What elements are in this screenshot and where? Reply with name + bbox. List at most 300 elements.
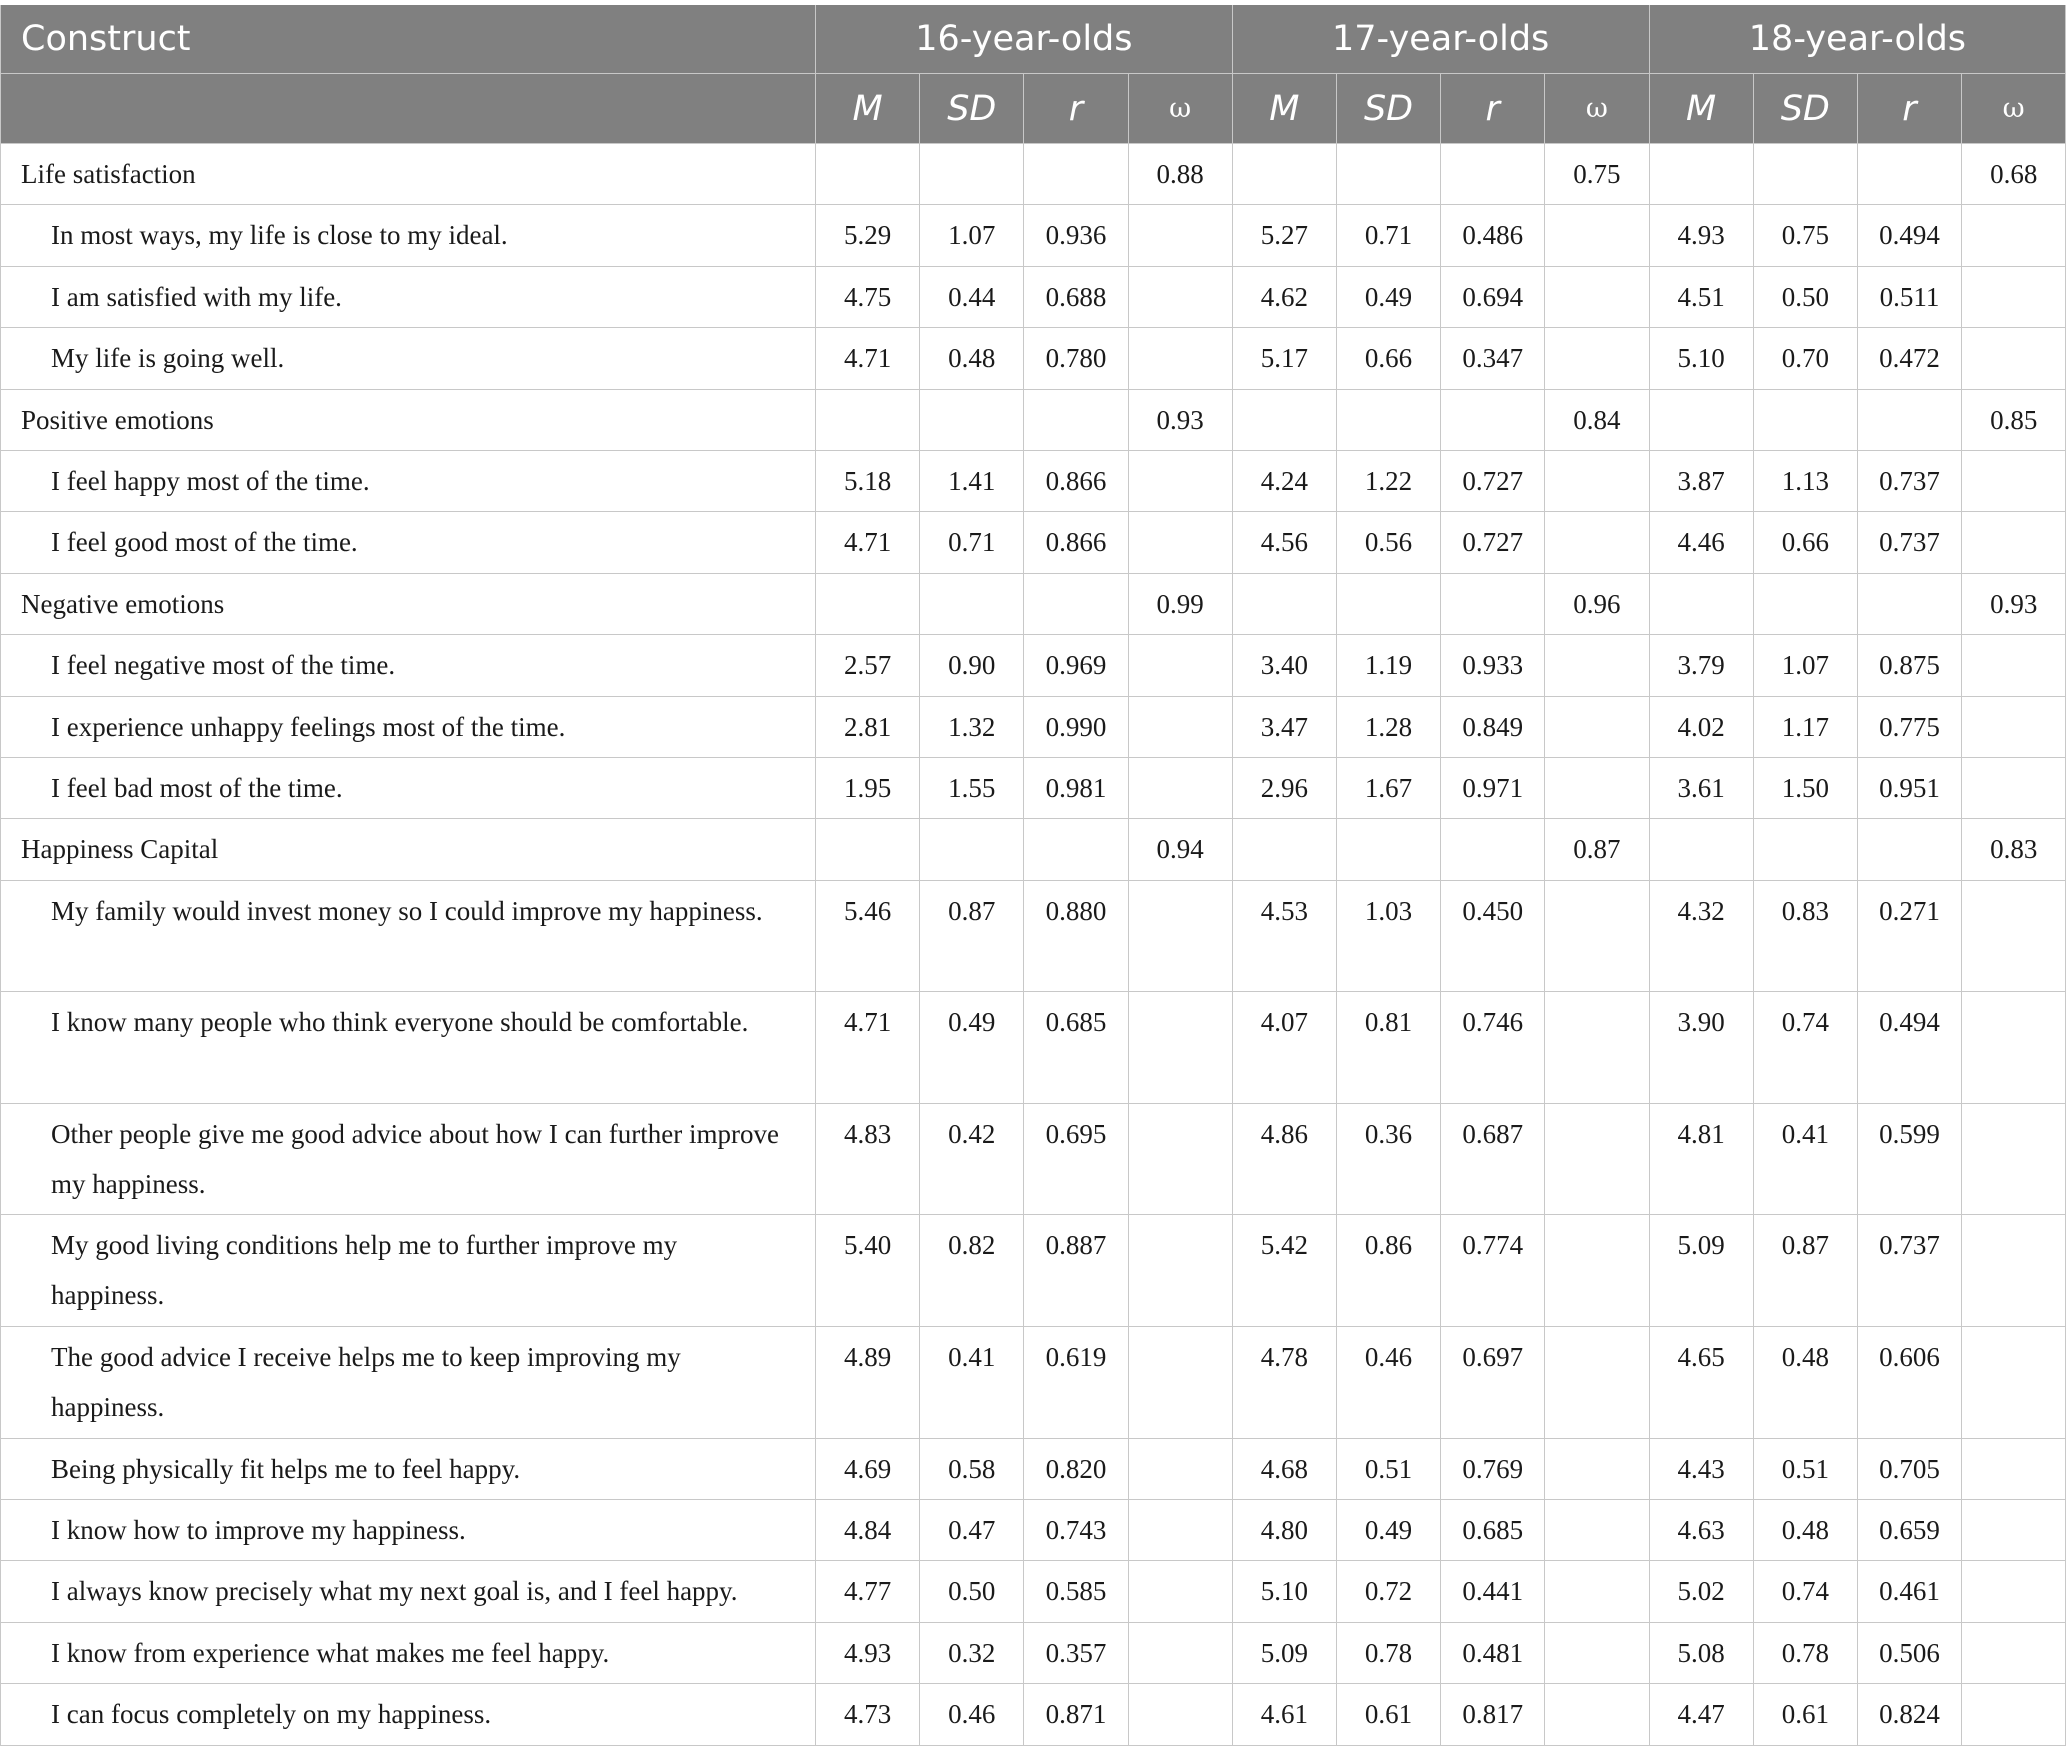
cell-omega bbox=[1545, 1215, 1649, 1327]
cell-m: 2.96 bbox=[1232, 757, 1336, 818]
cell-r: 0.737 bbox=[1857, 512, 1961, 573]
cell-r bbox=[1441, 144, 1545, 205]
cell-r bbox=[1857, 144, 1961, 205]
cell-omega: 0.75 bbox=[1545, 144, 1649, 205]
cell-omega bbox=[1545, 205, 1649, 266]
cell-sd: 0.58 bbox=[920, 1438, 1024, 1499]
cell-r: 0.737 bbox=[1857, 1215, 1961, 1327]
construct-row bbox=[1, 389, 2066, 450]
cell-r: 0.486 bbox=[1441, 205, 1545, 266]
cell-sd: 1.41 bbox=[920, 450, 1024, 511]
cell-r bbox=[1441, 389, 1545, 450]
cell-sd bbox=[1753, 819, 1857, 880]
item-row bbox=[1, 635, 2066, 696]
cell-omega bbox=[1962, 992, 2066, 1104]
cell-sd: 1.50 bbox=[1753, 757, 1857, 818]
cell-m: 5.17 bbox=[1232, 328, 1336, 389]
cell-m: 4.51 bbox=[1649, 266, 1753, 327]
cell-m bbox=[1649, 573, 1753, 634]
cell-m: 4.65 bbox=[1649, 1327, 1753, 1439]
cell-m: 4.07 bbox=[1232, 992, 1336, 1104]
cell-sd bbox=[1336, 389, 1440, 450]
cell-r: 0.687 bbox=[1441, 1103, 1545, 1215]
cell-m: 4.93 bbox=[1649, 205, 1753, 266]
item-row bbox=[1, 1103, 2066, 1215]
cell-m: 4.93 bbox=[816, 1622, 920, 1683]
cell-r: 0.494 bbox=[1857, 992, 1961, 1104]
cell-m: 3.61 bbox=[1649, 757, 1753, 818]
item-label: The good advice I receive helps me to keep improving my happiness. bbox=[1, 1327, 816, 1439]
cell-sd bbox=[1753, 144, 1857, 205]
cell-m: 4.71 bbox=[816, 328, 920, 389]
cell-m: 3.40 bbox=[1232, 635, 1336, 696]
cell-omega bbox=[1962, 450, 2066, 511]
cell-sd: 1.28 bbox=[1336, 696, 1440, 757]
item-row bbox=[1, 1500, 2066, 1561]
cell-omega bbox=[1545, 757, 1649, 818]
cell-m: 1.95 bbox=[816, 757, 920, 818]
item-row bbox=[1, 205, 2066, 266]
cell-m: 4.61 bbox=[1232, 1684, 1336, 1745]
cell-sd bbox=[1753, 573, 1857, 634]
cell-sd: 0.74 bbox=[1753, 1561, 1857, 1622]
cell-r bbox=[1441, 573, 1545, 634]
cell-omega bbox=[1545, 635, 1649, 696]
item-row bbox=[1, 1327, 2066, 1439]
cell-sd: 0.61 bbox=[1336, 1684, 1440, 1745]
cell-sd: 0.78 bbox=[1753, 1622, 1857, 1683]
cell-m: 5.42 bbox=[1232, 1215, 1336, 1327]
cell-omega bbox=[1962, 1438, 2066, 1499]
cell-r: 0.780 bbox=[1024, 328, 1128, 389]
cell-r: 0.441 bbox=[1441, 1561, 1545, 1622]
cell-r: 0.951 bbox=[1857, 757, 1961, 818]
cell-m: 4.80 bbox=[1232, 1500, 1336, 1561]
cell-r: 0.936 bbox=[1024, 205, 1128, 266]
cell-omega bbox=[1128, 635, 1232, 696]
cell-omega bbox=[1128, 992, 1232, 1104]
cell-r bbox=[1024, 819, 1128, 880]
cell-m: 4.63 bbox=[1649, 1500, 1753, 1561]
cell-m: 4.77 bbox=[816, 1561, 920, 1622]
item-row bbox=[1, 450, 2066, 511]
cell-sd: 0.75 bbox=[1753, 205, 1857, 266]
cell-sd: 0.72 bbox=[1336, 1561, 1440, 1622]
cell-m: 5.40 bbox=[816, 1215, 920, 1327]
cell-sd: 0.51 bbox=[1753, 1438, 1857, 1499]
cell-m bbox=[1649, 819, 1753, 880]
cell-omega bbox=[1128, 328, 1232, 389]
item-label: I can focus completely on my happiness. bbox=[1, 1684, 816, 1745]
cell-omega bbox=[1545, 1327, 1649, 1439]
cell-omega bbox=[1962, 696, 2066, 757]
cell-omega: 0.99 bbox=[1128, 573, 1232, 634]
cell-m: 5.09 bbox=[1649, 1215, 1753, 1327]
cell-r: 0.933 bbox=[1441, 635, 1545, 696]
cell-omega bbox=[1962, 757, 2066, 818]
cell-r: 0.990 bbox=[1024, 696, 1128, 757]
cell-m: 5.27 bbox=[1232, 205, 1336, 266]
cell-m: 4.47 bbox=[1649, 1684, 1753, 1745]
cell-m bbox=[1232, 144, 1336, 205]
cell-omega bbox=[1128, 1622, 1232, 1683]
cell-m: 5.10 bbox=[1649, 328, 1753, 389]
cell-sd: 1.32 bbox=[920, 696, 1024, 757]
cell-m: 4.71 bbox=[816, 992, 920, 1104]
cell-m bbox=[1232, 573, 1336, 634]
cell-m bbox=[816, 389, 920, 450]
statistics-table bbox=[0, 5, 2066, 1746]
item-row bbox=[1, 1622, 2066, 1683]
cell-m: 3.87 bbox=[1649, 450, 1753, 511]
cell-m: 4.32 bbox=[1649, 880, 1753, 992]
cell-m: 2.81 bbox=[816, 696, 920, 757]
cell-r: 0.971 bbox=[1441, 757, 1545, 818]
cell-m: 3.79 bbox=[1649, 635, 1753, 696]
cell-sd: 1.03 bbox=[1336, 880, 1440, 992]
cell-sd bbox=[1336, 573, 1440, 634]
cell-r: 0.599 bbox=[1857, 1103, 1961, 1215]
cell-sd: 0.71 bbox=[920, 512, 1024, 573]
cell-m bbox=[816, 819, 920, 880]
group-header-16: 16-year-olds bbox=[816, 5, 1233, 74]
cell-omega bbox=[1545, 992, 1649, 1104]
cell-r: 0.775 bbox=[1857, 696, 1961, 757]
cell-omega bbox=[1962, 880, 2066, 992]
cell-sd: 0.50 bbox=[920, 1561, 1024, 1622]
cell-m: 5.08 bbox=[1649, 1622, 1753, 1683]
cell-r: 0.271 bbox=[1857, 880, 1961, 992]
cell-sd: 0.66 bbox=[1753, 512, 1857, 573]
item-label: Being physically fit helps me to feel happy. bbox=[1, 1438, 816, 1499]
cell-sd bbox=[1753, 389, 1857, 450]
cell-omega bbox=[1962, 1500, 2066, 1561]
cell-omega bbox=[1128, 1500, 1232, 1561]
cell-sd: 0.87 bbox=[920, 880, 1024, 992]
cell-omega bbox=[1962, 1622, 2066, 1683]
cell-r: 0.695 bbox=[1024, 1103, 1128, 1215]
cell-omega bbox=[1962, 266, 2066, 327]
item-label: I always know precisely what my next goal is, and I feel happy. bbox=[1, 1561, 816, 1622]
cell-sd: 0.87 bbox=[1753, 1215, 1857, 1327]
cell-r bbox=[1024, 573, 1128, 634]
construct-row bbox=[1, 144, 2066, 205]
cell-r: 0.880 bbox=[1024, 880, 1128, 992]
cell-r: 0.472 bbox=[1857, 328, 1961, 389]
cell-r: 0.849 bbox=[1441, 696, 1545, 757]
cell-r: 0.887 bbox=[1024, 1215, 1128, 1327]
cell-m bbox=[816, 144, 920, 205]
cell-r: 0.685 bbox=[1024, 992, 1128, 1104]
cell-m: 5.09 bbox=[1232, 1622, 1336, 1683]
construct-row bbox=[1, 573, 2066, 634]
construct-header: Construct bbox=[1, 5, 816, 74]
cell-r: 0.871 bbox=[1024, 1684, 1128, 1745]
construct-label: Life satisfaction bbox=[1, 144, 816, 205]
cell-sd: 1.17 bbox=[1753, 696, 1857, 757]
group-header-18: 18-year-olds bbox=[1649, 5, 2066, 74]
item-row bbox=[1, 757, 2066, 818]
cell-sd bbox=[920, 819, 1024, 880]
cell-sd: 1.19 bbox=[1336, 635, 1440, 696]
cell-r: 0.347 bbox=[1441, 328, 1545, 389]
group-header-17: 17-year-olds bbox=[1232, 5, 1649, 74]
item-label: I feel negative most of the time. bbox=[1, 635, 816, 696]
cell-r: 0.969 bbox=[1024, 635, 1128, 696]
cell-omega bbox=[1545, 880, 1649, 992]
cell-omega bbox=[1128, 1561, 1232, 1622]
cell-sd: 1.67 bbox=[1336, 757, 1440, 818]
cell-sd: 0.32 bbox=[920, 1622, 1024, 1683]
cell-sd bbox=[1336, 144, 1440, 205]
cell-m: 4.43 bbox=[1649, 1438, 1753, 1499]
cell-sd: 0.47 bbox=[920, 1500, 1024, 1561]
item-row bbox=[1, 328, 2066, 389]
cell-omega bbox=[1128, 696, 1232, 757]
cell-sd: 0.46 bbox=[1336, 1327, 1440, 1439]
item-label: I am satisfied with my life. bbox=[1, 266, 816, 327]
cell-r bbox=[1024, 144, 1128, 205]
cell-r: 0.727 bbox=[1441, 450, 1545, 511]
cell-omega: 0.87 bbox=[1545, 819, 1649, 880]
cell-sd: 0.50 bbox=[1753, 266, 1857, 327]
cell-r: 0.461 bbox=[1857, 1561, 1961, 1622]
cell-omega bbox=[1962, 1327, 2066, 1439]
cell-sd: 1.13 bbox=[1753, 450, 1857, 511]
cell-m: 4.24 bbox=[1232, 450, 1336, 511]
cell-omega bbox=[1128, 1215, 1232, 1327]
cell-omega bbox=[1545, 696, 1649, 757]
cell-m: 5.02 bbox=[1649, 1561, 1753, 1622]
cell-omega bbox=[1545, 266, 1649, 327]
cell-sd: 0.49 bbox=[1336, 1500, 1440, 1561]
cell-r: 0.659 bbox=[1857, 1500, 1961, 1561]
cell-m: 4.56 bbox=[1232, 512, 1336, 573]
item-row bbox=[1, 1561, 2066, 1622]
item-label: I know from experience what makes me feel happy. bbox=[1, 1622, 816, 1683]
cell-omega bbox=[1128, 512, 1232, 573]
cell-m: 5.46 bbox=[816, 880, 920, 992]
stat-header-sd: SD bbox=[920, 74, 1024, 144]
cell-r: 0.746 bbox=[1441, 992, 1545, 1104]
cell-r: 0.875 bbox=[1857, 635, 1961, 696]
cell-m: 4.75 bbox=[816, 266, 920, 327]
cell-r: 0.743 bbox=[1024, 1500, 1128, 1561]
cell-sd: 0.41 bbox=[920, 1327, 1024, 1439]
cell-sd: 1.07 bbox=[1753, 635, 1857, 696]
cell-sd: 0.66 bbox=[1336, 328, 1440, 389]
cell-sd bbox=[920, 573, 1024, 634]
cell-omega bbox=[1545, 1561, 1649, 1622]
cell-omega: 0.94 bbox=[1128, 819, 1232, 880]
cell-r: 0.817 bbox=[1441, 1684, 1545, 1745]
stat-header-r: r bbox=[1024, 74, 1128, 144]
cell-m: 4.62 bbox=[1232, 266, 1336, 327]
cell-omega bbox=[1962, 1684, 2066, 1745]
cell-m: 4.78 bbox=[1232, 1327, 1336, 1439]
cell-r: 0.450 bbox=[1441, 880, 1545, 992]
cell-r: 0.494 bbox=[1857, 205, 1961, 266]
cell-omega bbox=[1962, 1215, 2066, 1327]
cell-omega: 0.96 bbox=[1545, 573, 1649, 634]
cell-m: 4.73 bbox=[816, 1684, 920, 1745]
cell-r bbox=[1857, 389, 1961, 450]
cell-m: 5.18 bbox=[816, 450, 920, 511]
cell-omega bbox=[1128, 1103, 1232, 1215]
cell-r bbox=[1024, 389, 1128, 450]
cell-m: 2.57 bbox=[816, 635, 920, 696]
cell-sd: 0.78 bbox=[1336, 1622, 1440, 1683]
cell-sd: 1.22 bbox=[1336, 450, 1440, 511]
stat-header-omega: ω bbox=[1962, 74, 2066, 144]
cell-r: 0.585 bbox=[1024, 1561, 1128, 1622]
construct-label: Happiness Capital bbox=[1, 819, 816, 880]
item-label: I feel happy most of the time. bbox=[1, 450, 816, 511]
cell-omega bbox=[1545, 1622, 1649, 1683]
cell-sd: 0.42 bbox=[920, 1103, 1024, 1215]
cell-omega bbox=[1545, 1438, 1649, 1499]
cell-r: 0.619 bbox=[1024, 1327, 1128, 1439]
cell-m: 4.46 bbox=[1649, 512, 1753, 573]
construct-label: Negative emotions bbox=[1, 573, 816, 634]
cell-sd: 0.82 bbox=[920, 1215, 1024, 1327]
cell-sd: 0.48 bbox=[1753, 1500, 1857, 1561]
cell-r: 0.357 bbox=[1024, 1622, 1128, 1683]
cell-r: 0.688 bbox=[1024, 266, 1128, 327]
cell-omega bbox=[1128, 1438, 1232, 1499]
item-row bbox=[1, 696, 2066, 757]
item-row bbox=[1, 1684, 2066, 1745]
cell-m: 4.89 bbox=[816, 1327, 920, 1439]
cell-m: 4.02 bbox=[1649, 696, 1753, 757]
cell-sd: 0.90 bbox=[920, 635, 1024, 696]
cell-sd: 0.41 bbox=[1753, 1103, 1857, 1215]
cell-sd: 1.55 bbox=[920, 757, 1024, 818]
cell-omega bbox=[1545, 512, 1649, 573]
item-row bbox=[1, 266, 2066, 327]
cell-m bbox=[1649, 144, 1753, 205]
cell-sd: 0.48 bbox=[1753, 1327, 1857, 1439]
item-label: My life is going well. bbox=[1, 328, 816, 389]
cell-m: 4.81 bbox=[1649, 1103, 1753, 1215]
cell-omega: 0.93 bbox=[1128, 389, 1232, 450]
cell-sd: 1.07 bbox=[920, 205, 1024, 266]
blank-header-cell bbox=[1, 74, 816, 144]
item-row bbox=[1, 1215, 2066, 1327]
stat-header-omega: ω bbox=[1545, 74, 1649, 144]
cell-r: 0.866 bbox=[1024, 450, 1128, 511]
cell-r: 0.705 bbox=[1857, 1438, 1961, 1499]
cell-r bbox=[1857, 573, 1961, 634]
cell-omega bbox=[1128, 266, 1232, 327]
cell-r: 0.481 bbox=[1441, 1622, 1545, 1683]
item-label: I feel bad most of the time. bbox=[1, 757, 816, 818]
cell-sd: 0.36 bbox=[1336, 1103, 1440, 1215]
cell-sd bbox=[920, 389, 1024, 450]
cell-omega: 0.68 bbox=[1962, 144, 2066, 205]
cell-omega bbox=[1962, 1561, 2066, 1622]
item-label: I know how to improve my happiness. bbox=[1, 1500, 816, 1561]
item-row bbox=[1, 992, 2066, 1104]
table-header bbox=[1, 5, 2066, 144]
cell-m bbox=[816, 573, 920, 634]
cell-sd bbox=[920, 144, 1024, 205]
stat-header-r: r bbox=[1441, 74, 1545, 144]
cell-r: 0.685 bbox=[1441, 1500, 1545, 1561]
cell-omega: 0.83 bbox=[1962, 819, 2066, 880]
cell-omega bbox=[1545, 1500, 1649, 1561]
cell-sd: 0.51 bbox=[1336, 1438, 1440, 1499]
cell-omega: 0.93 bbox=[1962, 573, 2066, 634]
statistics-table-container bbox=[0, 5, 2066, 1746]
stat-header-omega: ω bbox=[1128, 74, 1232, 144]
cell-r: 0.769 bbox=[1441, 1438, 1545, 1499]
item-row bbox=[1, 1438, 2066, 1499]
cell-omega bbox=[1962, 328, 2066, 389]
cell-omega bbox=[1962, 205, 2066, 266]
cell-sd: 0.61 bbox=[1753, 1684, 1857, 1745]
cell-r: 0.981 bbox=[1024, 757, 1128, 818]
cell-sd: 0.71 bbox=[1336, 205, 1440, 266]
cell-m bbox=[1649, 389, 1753, 450]
cell-sd: 0.49 bbox=[920, 992, 1024, 1104]
cell-omega bbox=[1962, 1103, 2066, 1215]
table-body bbox=[1, 144, 2066, 1746]
cell-omega bbox=[1128, 205, 1232, 266]
item-label: In most ways, my life is close to my ideal. bbox=[1, 205, 816, 266]
cell-omega bbox=[1545, 1684, 1649, 1745]
cell-r: 0.694 bbox=[1441, 266, 1545, 327]
cell-omega: 0.88 bbox=[1128, 144, 1232, 205]
cell-m: 4.71 bbox=[816, 512, 920, 573]
cell-m: 4.86 bbox=[1232, 1103, 1336, 1215]
cell-sd: 0.44 bbox=[920, 266, 1024, 327]
cell-r: 0.866 bbox=[1024, 512, 1128, 573]
cell-omega bbox=[1962, 635, 2066, 696]
cell-r: 0.824 bbox=[1857, 1684, 1961, 1745]
header-row-stats bbox=[1, 74, 2066, 144]
item-label: Other people give me good advice about how I can further improve my happiness. bbox=[1, 1103, 816, 1215]
cell-omega bbox=[1128, 880, 1232, 992]
cell-omega bbox=[1128, 757, 1232, 818]
cell-omega bbox=[1545, 328, 1649, 389]
cell-r: 0.697 bbox=[1441, 1327, 1545, 1439]
item-row bbox=[1, 512, 2066, 573]
cell-m: 4.68 bbox=[1232, 1438, 1336, 1499]
cell-omega bbox=[1545, 1103, 1649, 1215]
cell-sd: 0.86 bbox=[1336, 1215, 1440, 1327]
cell-m: 4.69 bbox=[816, 1438, 920, 1499]
construct-label: Positive emotions bbox=[1, 389, 816, 450]
cell-sd: 0.48 bbox=[920, 328, 1024, 389]
cell-r: 0.606 bbox=[1857, 1327, 1961, 1439]
cell-r: 0.506 bbox=[1857, 1622, 1961, 1683]
stat-header-m: M bbox=[816, 74, 920, 144]
cell-omega bbox=[1962, 512, 2066, 573]
cell-m: 4.53 bbox=[1232, 880, 1336, 992]
cell-sd: 0.56 bbox=[1336, 512, 1440, 573]
stat-header-r: r bbox=[1857, 74, 1961, 144]
cell-r bbox=[1857, 819, 1961, 880]
cell-sd: 0.70 bbox=[1753, 328, 1857, 389]
cell-m: 4.83 bbox=[816, 1103, 920, 1215]
cell-omega: 0.85 bbox=[1962, 389, 2066, 450]
cell-omega bbox=[1545, 450, 1649, 511]
cell-sd: 0.46 bbox=[920, 1684, 1024, 1745]
stat-header-m: M bbox=[1232, 74, 1336, 144]
cell-m: 5.29 bbox=[816, 205, 920, 266]
stat-header-sd: SD bbox=[1753, 74, 1857, 144]
